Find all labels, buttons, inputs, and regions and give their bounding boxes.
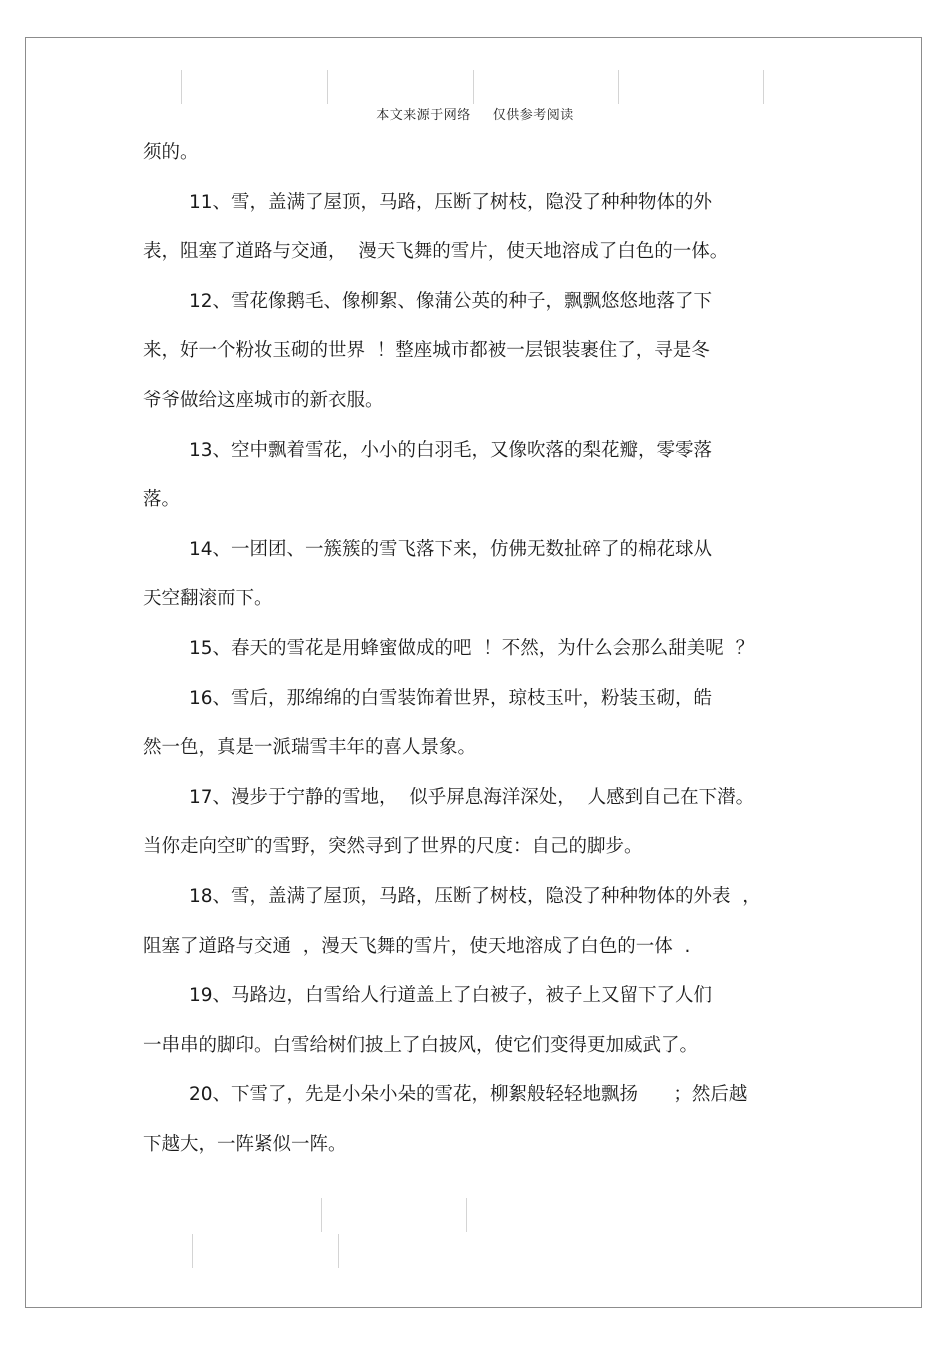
text-line: 阻塞了道路与交通 ，漫天飞舞的雪片，使天地溶成了白色的一体 . <box>143 935 691 957</box>
text-line: 11、雪，盖满了屋顶，马路，压断了树枝，隐没了种种物体的外 <box>189 191 713 213</box>
text-line: 当你走向空旷的雪野，突然寻到了世界的尺度：自己的脚步。 <box>143 836 643 858</box>
bottom-divider-line <box>192 1234 193 1268</box>
text-line: 20、下雪了，先是小朵小朵的雪花，柳絮般轻轻地飘扬 ；然后越 <box>189 1084 748 1106</box>
text-line: 表，阻塞了道路与交通， 漫天飞舞的雪片，使天地溶成了白色的一体。 <box>143 241 729 263</box>
text-line: 落。 <box>143 489 181 511</box>
text-line: 16、雪后，那绵绵的白雪装饰着世界，琼枝玉叶，粉装玉砌，皓 <box>189 687 713 709</box>
bottom-divider-line <box>321 1198 322 1232</box>
top-divider-line <box>327 70 328 104</box>
source-note: 本文来源于网络 <box>376 108 471 123</box>
text-line: 14、一团团、一簇簇的雪飞落下来，仿佛无数扯碎了的棉花球从 <box>189 538 713 560</box>
text-line: 15、春天的雪花是用蜂蜜做成的吧 ！不然，为什么会那么甜美呢 ？ <box>189 637 755 659</box>
text-line: 19、马路边，白雪给人行道盖上了白被子，被子上又留下了人们 <box>189 985 713 1007</box>
page-header-note <box>0 104 950 123</box>
text-line: 下越大，一阵紧似一阵。 <box>143 1133 347 1155</box>
top-divider-line <box>181 70 182 104</box>
text-line: 爷爷做给这座城市的新衣服。 <box>143 389 384 411</box>
top-divider-line <box>473 70 474 104</box>
text-line: 须的。 <box>143 142 199 163</box>
reference-note: 仅供参考阅读 <box>492 108 574 123</box>
top-divider-line <box>763 70 764 104</box>
text-line: 13、空中飘着雪花，小小的白羽毛，又像吹落的梨花瓣，零零落 <box>189 439 713 461</box>
bottom-divider-line <box>338 1234 339 1268</box>
text-line: 天空翻滚而下。 <box>143 588 273 610</box>
text-line: 12、雪花像鹅毛、像柳絮、像蒲公英的种子，飘飘悠悠地落了下 <box>189 290 713 312</box>
text-line: 17、漫步于宁静的雪地， 似乎屏息海洋深处， 人感到自己在下潜。 <box>189 786 755 808</box>
text-line: 一串串的脚印。白雪给树们披上了白披风，使它们变得更加威武了。 <box>143 1034 699 1056</box>
text-line: 然一色，真是一派瑞雪丰年的喜人景象。 <box>143 737 477 759</box>
top-divider-line <box>618 70 619 104</box>
text-line: 来，好一个粉妆玉砌的世界 ！整座城市都被一层银装裹住了，寻是冬 <box>143 340 710 362</box>
document-body <box>143 128 823 1169</box>
bottom-divider-line <box>466 1198 467 1232</box>
text-line: 18、雪，盖满了屋顶，马路，压断了树枝，隐没了种种物体的外表 ， <box>189 885 761 907</box>
